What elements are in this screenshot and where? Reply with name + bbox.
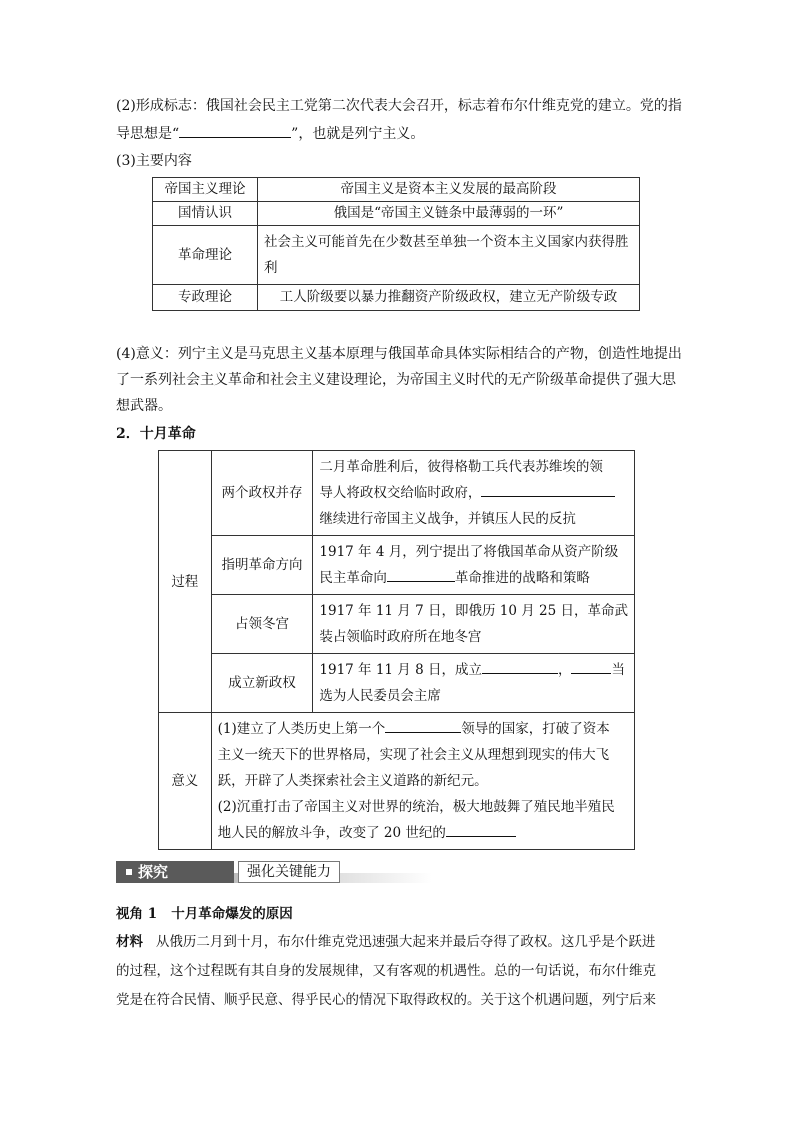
- row-text: [313, 451, 635, 536]
- significance-text: [211, 713, 634, 850]
- perspective-label: 视角 1: [116, 906, 158, 922]
- row-text-line: 1917 年 4 月，列宁提出了将俄国革命从资产阶级: [319, 544, 619, 560]
- significance-part: 领导的国家，打破了资本: [461, 721, 610, 737]
- row-label: 国情认识: [153, 202, 258, 226]
- section-title: 十月革命: [139, 426, 196, 442]
- significance-part: 地人民的解放斗争，改变了 20 世纪的: [217, 825, 446, 841]
- row-text-line: 1917 年 11 月 7 日，即俄历 10 月 25 日，革命武: [319, 603, 628, 619]
- significance-part: (1)建立了人类历史上第一个: [217, 721, 386, 737]
- banner-dark: [116, 861, 234, 883]
- significance-line: [218, 820, 628, 846]
- para4-line1: (4)意义：列宁主义是马克思主义基本原理与俄国革命具体实际相结合的产物，创造性地提出: [116, 346, 682, 362]
- row-text-line: 装占领临时政府所在地冬宫: [319, 629, 482, 645]
- fill-blank: [571, 659, 611, 674]
- fill-blank: [385, 718, 461, 733]
- row-text-part: 当: [611, 662, 625, 678]
- row-label: 专政理论: [153, 285, 258, 311]
- row-label: 成立新政权: [211, 654, 313, 713]
- para4-line2: 了一系列社会主义革命和社会主义建设理论，为帝国主义时代的无产阶级革命提供了强大思: [116, 372, 676, 388]
- table-row: [153, 178, 640, 202]
- row-label: 革命理论: [153, 226, 258, 285]
- row-text-line: [319, 565, 628, 591]
- october-revolution-table: [158, 450, 635, 850]
- significance-line: [218, 716, 628, 742]
- material-line1: [116, 928, 682, 957]
- row-text: 社会主义可能首先在少数甚至单独一个资本主义国家内获得胜利: [258, 226, 640, 285]
- fill-blank: [387, 567, 455, 582]
- section-number: 2．: [116, 426, 140, 442]
- square-bullet-icon: [126, 869, 132, 875]
- row-label: 两个政权并存: [211, 451, 313, 536]
- para2-line2-start: 导思想是“: [116, 126, 180, 142]
- row-text: [313, 536, 635, 595]
- row-text-line: [319, 480, 628, 506]
- table-row: [159, 713, 635, 850]
- row-text-part: 1917 年 11 月 8 日，成立: [319, 662, 482, 678]
- section-heading: [116, 424, 196, 444]
- row-label: 指明革命方向: [211, 536, 313, 595]
- significance-line: (2)沉重打击了帝国主义对世界的统治，极大地鼓舞了殖民地半殖民: [217, 799, 615, 815]
- row-text-line: 选为人民委员会主席: [319, 688, 441, 704]
- material-text: 从俄历二月到十月，布尔什维克党迅速强大起来并最后夺得了政权。这几乎是个跃进: [155, 934, 656, 950]
- banner-right-label: 强化关键能力: [238, 861, 340, 883]
- row-text: 工人阶级要以暴力推翻资产阶级政权，建立无产阶级专政: [258, 285, 640, 311]
- fill-blank: [482, 659, 558, 674]
- row-text-line: 二月革命胜利后，彼得格勒工兵代表苏维埃的领: [319, 459, 603, 475]
- perspective-title: 十月革命爆发的原因: [171, 906, 293, 922]
- row-label: 占领冬宫: [211, 595, 313, 654]
- row-label: 帝国主义理论: [153, 178, 258, 202]
- fill-blank: [481, 482, 615, 497]
- material-line2: 的过程，这个过程既有其自身的发展规律，又有客观的机遇性。总的一句话说，布尔什维克: [116, 963, 656, 979]
- fill-blank: [446, 822, 516, 837]
- table-row: [153, 285, 640, 311]
- table-row: [159, 595, 635, 654]
- fill-blank: [179, 123, 291, 138]
- table-row: [153, 226, 640, 285]
- row-text-part: 民主革命向: [319, 570, 387, 586]
- significance-line: 主义一统天下的世界格局，实现了社会主义从理想到现实的伟大飞: [217, 747, 610, 763]
- table-row: [153, 202, 640, 226]
- row-text: 俄国是“帝国主义链条中最薄弱的一环”: [258, 202, 640, 226]
- row-text: [313, 654, 635, 713]
- row-text-line: [319, 657, 628, 683]
- section-banner: [116, 861, 432, 883]
- table-row: [159, 536, 635, 595]
- main-content-table: [152, 177, 640, 311]
- table-row: [159, 654, 635, 713]
- para2-line1: (2)形成标志：俄国社会民主工党第二次代表大会召开，标志着布尔什维克党的建立。党的指: [116, 98, 682, 114]
- para2-line2-end: ”，也就是列宁主义。: [291, 126, 425, 142]
- row-text-part: ，: [557, 662, 572, 678]
- significance-label: 意义: [159, 713, 212, 850]
- row-text: 帝国主义是资本主义发展的最高阶段: [258, 178, 640, 202]
- para3-title: (3)主要内容: [116, 153, 192, 169]
- row-text-part: 革命推进的战略和策略: [454, 570, 590, 586]
- para4-line3: 想武器。: [116, 398, 172, 414]
- row-text: [313, 595, 635, 654]
- material-label: 材料: [116, 934, 143, 950]
- perspective-heading: [116, 904, 293, 924]
- row-text-part: 导人将政权交给临时政府，: [319, 485, 482, 501]
- para2-line2: [116, 123, 424, 144]
- process-label: 过程: [159, 451, 212, 713]
- banner-left-label: 探究: [138, 863, 169, 881]
- significance-line: 跃，开辟了人类探索社会主义道路的新纪元。: [217, 773, 488, 789]
- table-row: [159, 451, 635, 536]
- material-line3: 党是在符合民情、顺乎民意、得乎民心的情况下取得政权的。关于这个机遇问题，列宁后来: [116, 992, 656, 1008]
- row-text-line: 继续进行帝国主义战争，并镇压人民的反抗: [319, 511, 576, 527]
